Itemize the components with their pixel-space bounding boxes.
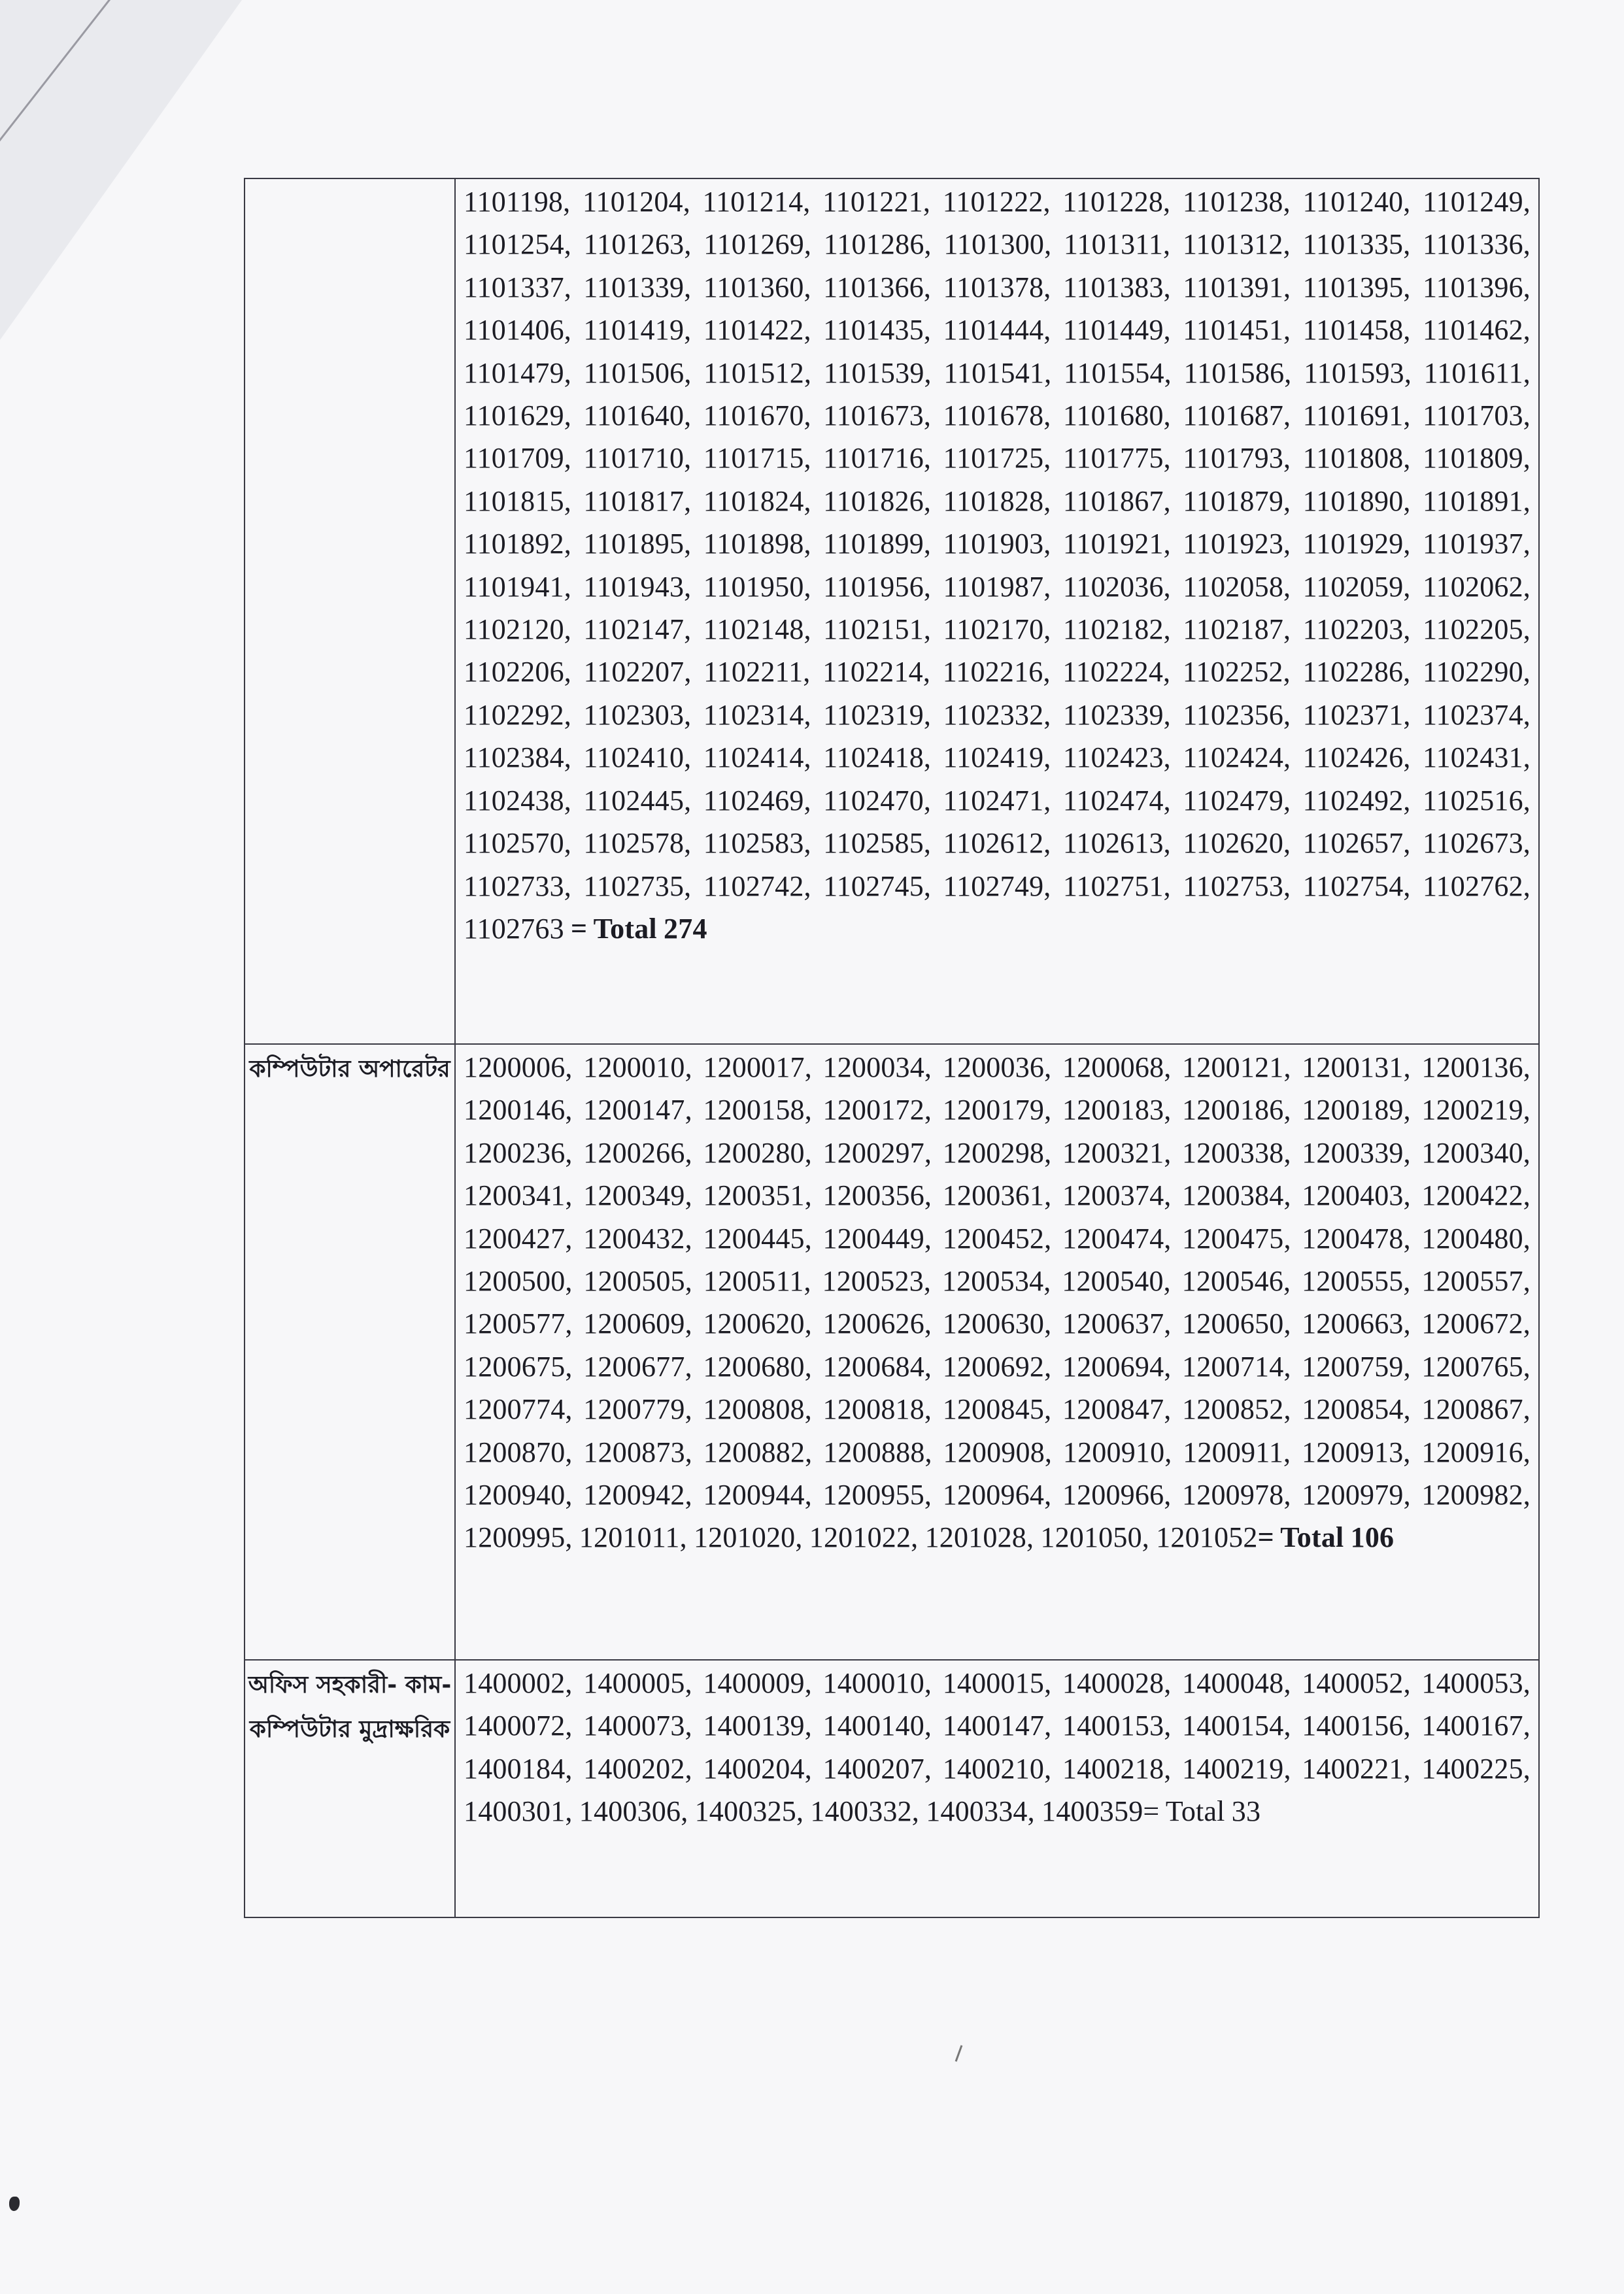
roll-number-list: 1101198, 1101204, 1101214, 1101221, 1101222, 1101228, 1101238, 1101240, 1101249, 1101254, 1101263, 1101269, 1101286, 1101300, 1101311, 1101312, 1101335, 1101336, 1101337, 1101339, 1101360, 1101366, 1101378, 1101383, 1101391, 1101395, 1101396, 1101406, 1101419, 1101422, 1101435, 1101444, 1101449, 1101451, 1101458, 1101462, 1101479, 1101506, 1101512, 1101539, 1101541, 1101554, 1101586, 1101593, 1101611, 1101629, 1101640, 1101670, 1101673, 1101678, 1101680, 1101687, 1101691, 1101703, 1101709, 1101710, 1101715, 1101716, 1101725, 1101775, 1101793, 1101808, 1101809, 1101815, 1101817, 1101824, 1101826, 1101828, 1101867, 1101879, 1101890, 1101891, 1101892, 1101895, 1101898, 1101899, 1101903, 1101921, 1101923, 1101929, 1101937, 1101941, 1101943, 1101950, 1101956, 1101987, 1102036, 1102058, 1102059, 1102062, 1102120, 1102147, 1102148, 1102151, 1102170, 1102182, 1102187, 1102203, 1102205, 1102206, 1102207, 1102211, 1102214, 1102216, 1102224, 1102252, 1102286, 1102290, 1102292, 1102303, 1102314, 1102319, 1102332, 1102339, 1102356, 1102371, 1102374, 1102384, 1102410, 1102414, 1102418, 1102419, 1102423, 1102424, 1102426, 1102431, 1102438, 1102445, 1102469, 1102470, 1102471, 1102474, 1102479, 1102492, 1102516, 1102570, 1102578, 1102583, 1102585, 1102612, 1102613, 1102620, 1102657, 1102673, 1102733, 1102735, 1102742, 1102745, 1102749, 1102751, 1102753, 1102754, 1102762, 1102763 [464,186,1531,945]
roll-numbers-cell [455,1660,1539,1917]
table-row [245,1044,1539,1660]
total-count: = Total 33 [1143,1795,1261,1828]
post-name-cell: অফিস সহকারী- কাম- কম্পিউটার মুদ্রাক্ষরিক [245,1660,455,1917]
roll-number-list: 1400002, 1400005, 1400009, 1400010, 1400015, 1400028, 1400048, 1400052, 1400053, 1400072, 1400073, 1400139, 1400140, 1400147, 1400153, 1400154, 1400156, 1400167, 1400184, 1400202, 1400204, 1400207, 1400210, 1400218, 1400219, 1400221, 1400225, 1400301, 1400306, 1400325, 1400332, 1400334, 1400359 [464,1667,1531,1828]
scan-ink-dot [9,2197,20,2211]
post-name-cell: কম্পিউটার অপারেটর [245,1044,455,1660]
results-table [244,178,1540,1918]
total-count: = Total 274 [570,912,707,945]
scan-corner-fold [0,0,242,340]
roll-numbers-cell [455,178,1539,1044]
roll-numbers-cell [455,1044,1539,1660]
table-row [245,1660,1539,1917]
roll-number-list: 1200006, 1200010, 1200017, 1200034, 1200036, 1200068, 1200121, 1200131, 1200136, 1200146, 1200147, 1200158, 1200172, 1200179, 1200183, 1200186, 1200189, 1200219, 1200236, 1200266, 1200280, 1200297, 1200298, 1200321, 1200338, 1200339, 1200340, 1200341, 1200349, 1200351, 1200356, 1200361, 1200374, 1200384, 1200403, 1200422, 1200427, 1200432, 1200445, 1200449, 1200452, 1200474, 1200475, 1200478, 1200480, 1200500, 1200505, 1200511, 1200523, 1200534, 1200540, 1200546, 1200555, 1200557, 1200577, 1200609, 1200620, 1200626, 1200630, 1200637, 1200650, 1200663, 1200672, 1200675, 1200677, 1200680, 1200684, 1200692, 1200694, 1200714, 1200759, 1200765, 1200774, 1200779, 1200808, 1200818, 1200845, 1200847, 1200852, 1200854, 1200867, 1200870, 1200873, 1200882, 1200888, 1200908, 1200910, 1200911, 1200913, 1200916, 1200940, 1200942, 1200944, 1200955, 1200964, 1200966, 1200978, 1200979, 1200982, 1200995, 1201011, 1201020, 1201022, 1201028, 1201050, 1201052 [464,1051,1531,1554]
post-name-cell [245,178,455,1044]
total-count: = Total 106 [1257,1521,1395,1554]
table-row [245,178,1539,1044]
scan-stray-mark [955,2045,963,2061]
